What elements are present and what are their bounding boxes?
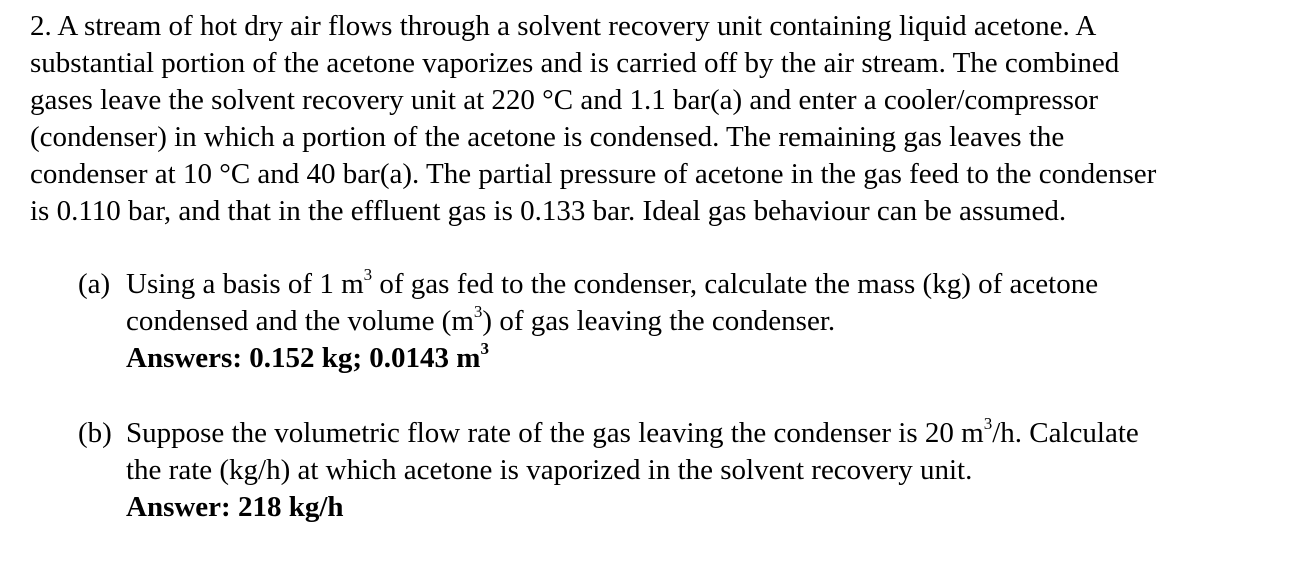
part-a-answer: [126, 340, 1278, 377]
part-a-line-1: [126, 266, 1278, 303]
problem-statement: [30, 8, 1290, 230]
part-a-label: (a): [78, 268, 111, 300]
part-a-answer-text: Answers: 0.152 kg; 0.0143 m: [126, 342, 481, 374]
part-a: [78, 266, 1278, 377]
problem-line: condenser at 10 °C and 40 bar(a). The partial pressure of acetone in the gas feed to the condenser: [30, 158, 1157, 190]
superscript: 3: [983, 414, 993, 434]
part-b-line-1-text: Suppose the volumetric flow rate of the gas leaving the condenser is 20 m: [126, 417, 984, 449]
part-a-line-1-text: Using a basis of 1 m: [126, 268, 364, 300]
part-a-line-2-rest: ) of gas leaving the condenser.: [482, 305, 836, 337]
problem-line: is 0.110 bar, and that in the effluent gas is 0.133 bar. Ideal gas behaviour can be assumed.: [30, 195, 1067, 227]
part-b-line-2: the rate (kg/h) at which acetone is vaporized in the solvent recovery unit.: [126, 454, 973, 486]
part-b-line-1-rest: /h. Calculate: [992, 417, 1139, 449]
problem-line: substantial portion of the acetone vaporizes and is carried off by the air stream. The combined: [30, 47, 1120, 79]
problem-line: gases leave the solvent recovery unit at 220 °C and 1.1 bar(a) and enter a cooler/compressor: [30, 84, 1099, 116]
part-b-line-1: [126, 415, 1278, 452]
problem-line: 2. A stream of hot dry air flows through a solvent recovery unit containing liquid acetone. A: [30, 10, 1097, 42]
superscript: 3: [473, 302, 483, 322]
part-b-body: [126, 415, 1278, 526]
part-b-answer: Answer: 218 kg/h: [126, 491, 344, 523]
part-a-line-2-text: condensed and the volume (m: [126, 305, 474, 337]
part-a-body: [126, 266, 1278, 377]
problem-line: (condenser) in which a portion of the acetone is condensed. The remaining gas leaves the: [30, 121, 1065, 153]
part-a-line-1-rest: of gas fed to the condenser, calculate the mass (kg) of acetone: [372, 268, 1099, 300]
part-b-label: (b): [78, 417, 112, 449]
superscript: 3: [480, 339, 489, 359]
superscript: 3: [363, 265, 373, 285]
part-a-line-2: [126, 303, 1278, 340]
part-b: [78, 415, 1278, 526]
